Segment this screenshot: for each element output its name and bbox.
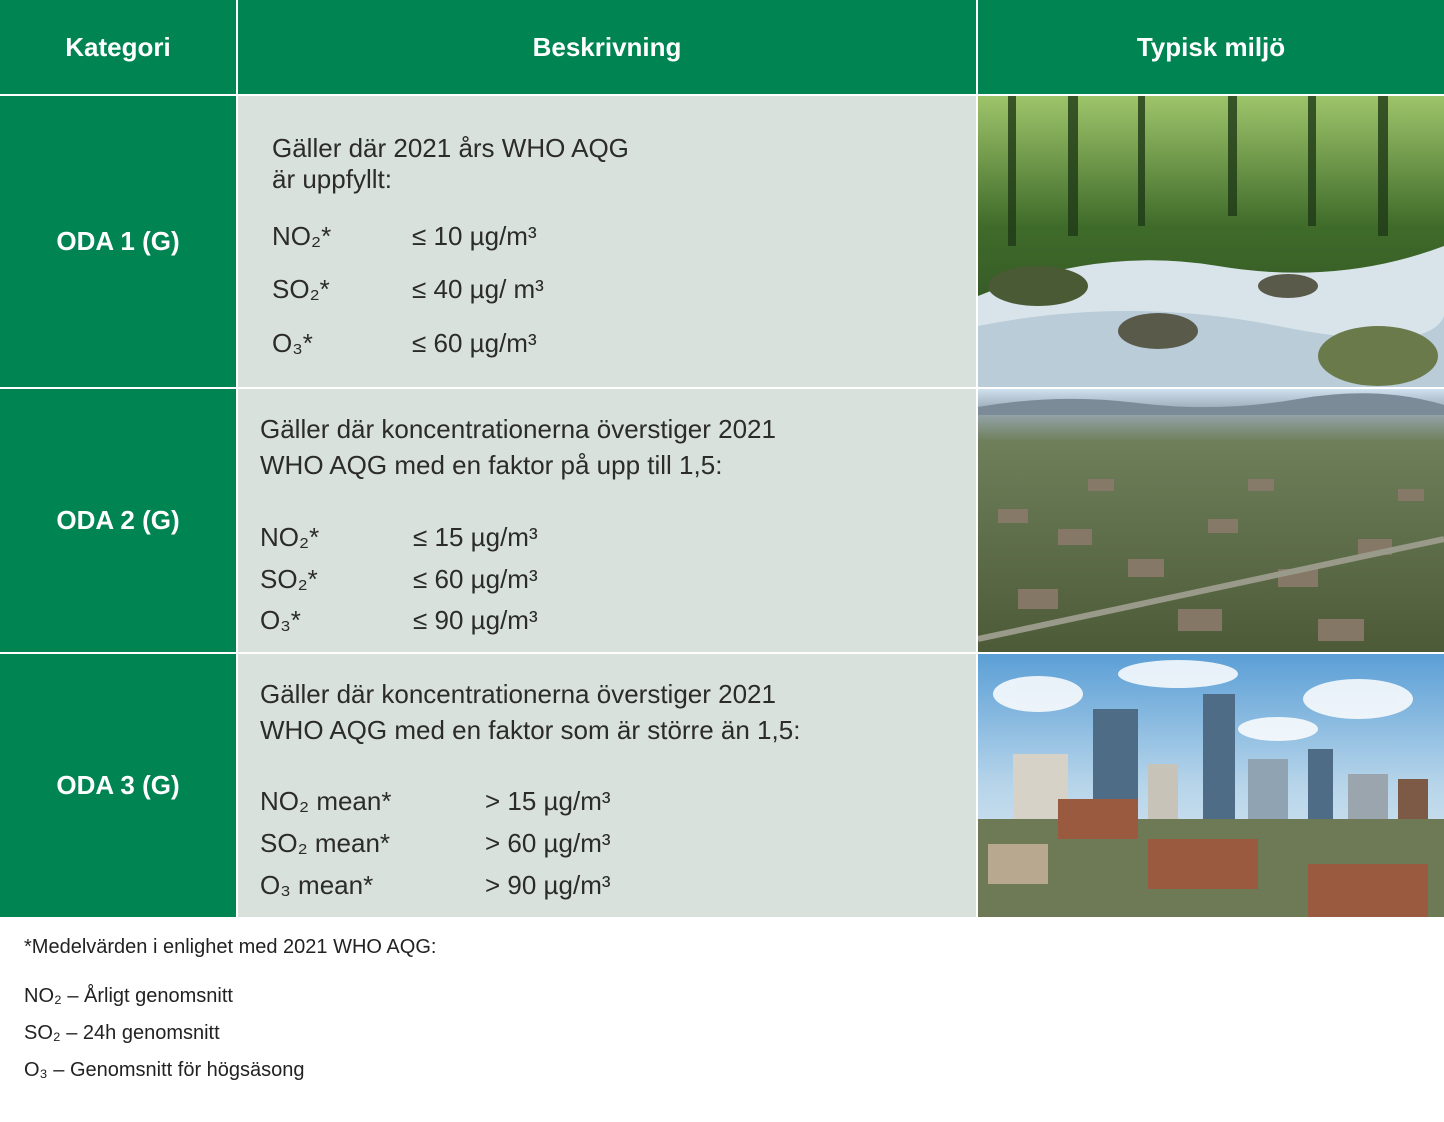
category-label: ODA 3 (G)	[56, 770, 180, 800]
pollutant-label: SO₂*	[260, 564, 318, 594]
header-typisk-miljo-label: Typisk miljö	[1136, 31, 1286, 62]
header-kategori	[0, 0, 236, 94]
pollutant-label: SO₂*	[272, 274, 330, 304]
footnote-item: O₃ – Genomsnitt för högsäsong	[24, 1059, 305, 1081]
limit-value: ≤ 40 µg/ m³	[412, 274, 544, 304]
city-skyline-photo	[978, 654, 1444, 917]
footnote-item: SO₂ – 24h genomsnitt	[24, 1022, 220, 1044]
forest-stream-photo	[978, 96, 1444, 387]
pollutant-label: NO₂*	[272, 221, 332, 251]
pollutant-label: O₃*	[272, 328, 313, 358]
header-beskrivning	[238, 0, 976, 94]
pollutant-label: NO₂ mean*	[260, 786, 392, 816]
intro-line: Gäller där 2021 års WHO AQG	[272, 133, 629, 163]
pollutant-label: NO₂*	[260, 522, 320, 552]
intro-line: WHO AQG med en faktor på upp till 1,5:	[260, 450, 723, 480]
pollutant-label: O₃ mean*	[260, 870, 374, 900]
intro-line: är uppfyllt:	[272, 164, 392, 194]
suburban-aerial-photo	[978, 389, 1444, 652]
category-cell-oda3	[0, 654, 236, 917]
limit-value: ≤ 15 µg/m³	[413, 522, 538, 552]
limit-value: > 90 µg/m³	[485, 870, 611, 900]
description-intro	[272, 130, 629, 192]
limit-value: ≤ 60 µg/m³	[412, 328, 537, 358]
header-beskrivning-label: Beskrivning	[532, 31, 682, 62]
pollutant-label: SO₂ mean*	[260, 828, 391, 858]
limit-value: > 15 µg/m³	[485, 786, 611, 816]
limit-value: > 60 µg/m³	[485, 828, 611, 858]
category-label: ODA 2 (G)	[56, 505, 180, 535]
description-intro	[260, 411, 776, 483]
footnote-title: *Medelvärden i enlighet med 2021 WHO AQG:	[24, 936, 437, 958]
category-cell-oda2	[0, 389, 236, 652]
category-label: ODA 1 (G)	[56, 226, 180, 256]
description-cell-oda2	[238, 389, 976, 652]
limit-value: ≤ 60 µg/m³	[413, 564, 538, 594]
limit-value: ≤ 10 µg/m³	[412, 221, 537, 251]
header-typisk-miljo	[978, 0, 1444, 94]
description-cell-oda1	[238, 96, 976, 387]
category-cell-oda1	[0, 96, 236, 387]
footnote-item: NO₂ – Årligt genomsnitt	[24, 985, 233, 1007]
intro-line: Gäller där koncentrationerna överstiger 2021	[260, 679, 776, 709]
limit-value: ≤ 90 µg/m³	[413, 605, 538, 635]
description-intro	[260, 676, 800, 748]
pollutant-label: O₃*	[260, 605, 301, 635]
description-cell-oda3	[238, 654, 976, 917]
header-kategori-label: Kategori	[65, 31, 171, 62]
intro-line: Gäller där koncentrationerna överstiger 2021	[260, 414, 776, 444]
intro-line: WHO AQG med en faktor som är större än 1,5:	[260, 715, 801, 745]
